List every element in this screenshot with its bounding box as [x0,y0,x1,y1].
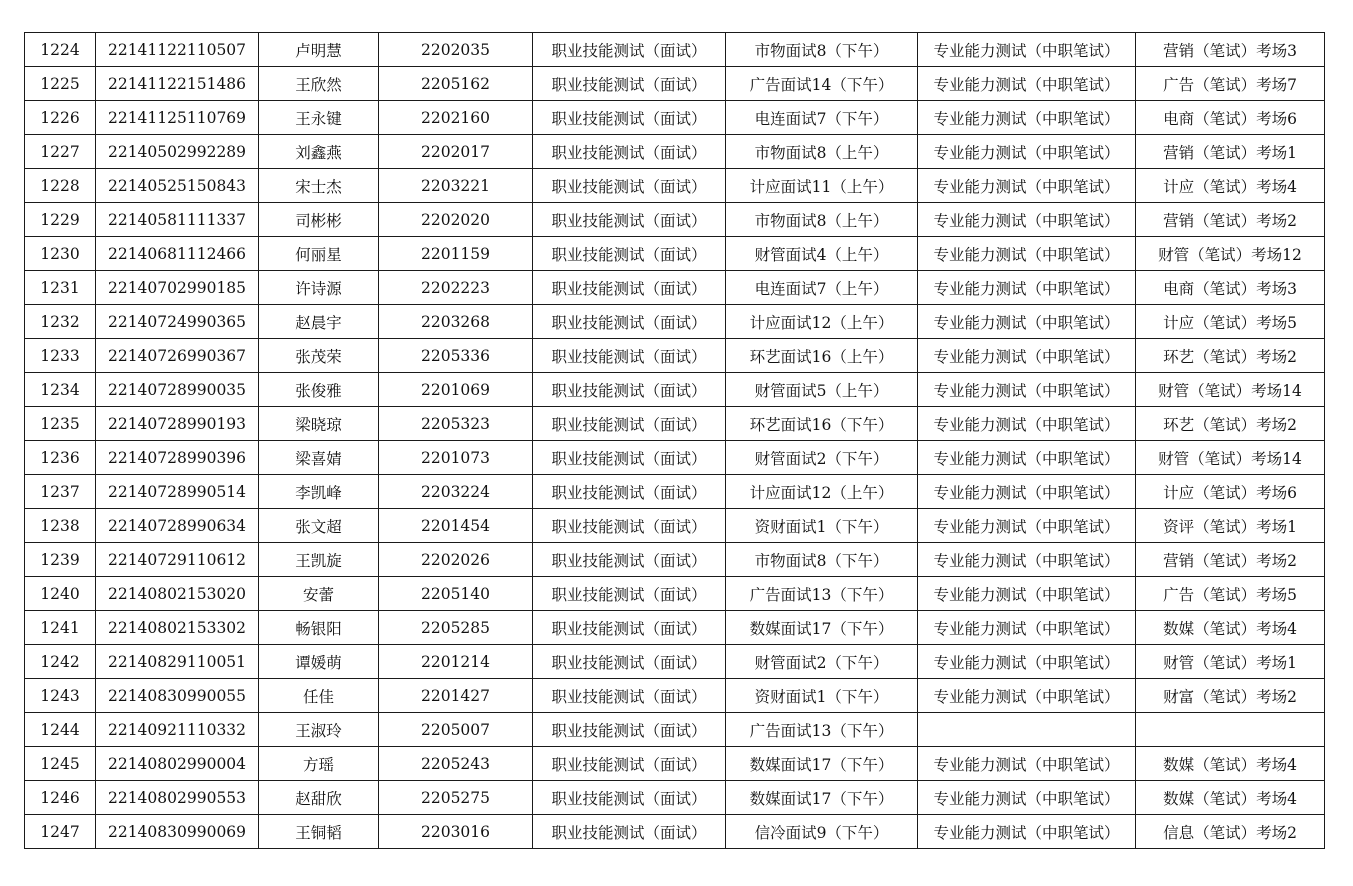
number-cell: 2205243 [379,747,533,781]
candidate-id-cell: 22140729110612 [96,543,259,577]
exam-room-cell: 财管（笔试）考场12 [1136,237,1325,271]
written-test-cell: 专业能力测试（中职笔试） [918,441,1136,475]
test-type-cell: 职业技能测试（面试） [533,441,726,475]
number-cell: 2201454 [379,509,533,543]
interview-room-cell: 环艺面试16（上午） [726,339,918,373]
number-cell: 2201159 [379,237,533,271]
table-row [25,441,1325,475]
table-row [25,407,1325,441]
written-test-cell: 专业能力测试（中职笔试） [918,407,1136,441]
table-row [25,815,1325,849]
number-cell: 2205162 [379,67,533,101]
table-row [25,679,1325,713]
table-row [25,237,1325,271]
interview-room-cell: 市物面试8（下午） [726,33,918,67]
name-cell: 方瑶 [259,747,379,781]
exam-room-cell: 计应（笔试）考场4 [1136,169,1325,203]
table-row [25,713,1325,747]
candidate-id-cell: 22140921110332 [96,713,259,747]
candidate-id-cell: 22140802153020 [96,577,259,611]
interview-room-cell: 财管面试2（下午） [726,645,918,679]
number-cell: 2201214 [379,645,533,679]
number-cell: 2205336 [379,339,533,373]
written-test-cell: 专业能力测试（中职笔试） [918,135,1136,169]
number-cell: 2201073 [379,441,533,475]
name-cell: 畅银阳 [259,611,379,645]
exam-room-cell: 营销（笔试）考场1 [1136,135,1325,169]
table-row [25,747,1325,781]
number-cell: 2205007 [379,713,533,747]
name-cell: 安蕾 [259,577,379,611]
candidate-id-cell: 22140728990634 [96,509,259,543]
table-row [25,33,1325,67]
candidate-id-cell: 22140724990365 [96,305,259,339]
candidate-id-cell: 22140726990367 [96,339,259,373]
interview-room-cell: 数媒面试17（下午） [726,781,918,815]
seq-cell: 1246 [25,781,96,815]
seq-cell: 1226 [25,101,96,135]
interview-room-cell: 广告面试14（下午） [726,67,918,101]
interview-room-cell: 财管面试5（上午） [726,373,918,407]
candidate-id-cell: 22140830990055 [96,679,259,713]
test-type-cell: 职业技能测试（面试） [533,305,726,339]
candidate-id-cell: 22140525150843 [96,169,259,203]
table-row [25,577,1325,611]
number-cell: 2205323 [379,407,533,441]
interview-room-cell: 财管面试2（下午） [726,441,918,475]
exam-room-cell: 财管（笔试）考场14 [1136,373,1325,407]
name-cell: 王永键 [259,101,379,135]
candidate-id-cell: 22140728990396 [96,441,259,475]
name-cell: 王淑玲 [259,713,379,747]
exam-room-cell [1136,713,1325,747]
written-test-cell: 专业能力测试（中职笔试） [918,169,1136,203]
test-type-cell: 职业技能测试（面试） [533,33,726,67]
exam-room-cell: 财管（笔试）考场1 [1136,645,1325,679]
exam-room-cell: 数媒（笔试）考场4 [1136,781,1325,815]
test-type-cell: 职业技能测试（面试） [533,611,726,645]
test-type-cell: 职业技能测试（面试） [533,475,726,509]
name-cell: 李凯峰 [259,475,379,509]
seq-cell: 1234 [25,373,96,407]
candidate-id-cell: 22140502992289 [96,135,259,169]
name-cell: 司彬彬 [259,203,379,237]
table-row [25,101,1325,135]
written-test-cell: 专业能力测试（中职笔试） [918,577,1136,611]
test-type-cell: 职业技能测试（面试） [533,577,726,611]
written-test-cell: 专业能力测试（中职笔试） [918,475,1136,509]
exam-room-cell: 数媒（笔试）考场4 [1136,611,1325,645]
table-row [25,339,1325,373]
test-type-cell: 职业技能测试（面试） [533,169,726,203]
name-cell: 梁晓琼 [259,407,379,441]
candidate-id-cell: 22140829110051 [96,645,259,679]
written-test-cell [918,713,1136,747]
seq-cell: 1247 [25,815,96,849]
name-cell: 王欣然 [259,67,379,101]
interview-room-cell: 数媒面试17（下午） [726,611,918,645]
test-type-cell: 职业技能测试（面试） [533,101,726,135]
number-cell: 2202223 [379,271,533,305]
written-test-cell: 专业能力测试（中职笔试） [918,679,1136,713]
candidate-id-cell: 22141122110507 [96,33,259,67]
interview-room-cell: 计应面试11（上午） [726,169,918,203]
test-type-cell: 职业技能测试（面试） [533,815,726,849]
exam-room-cell: 电商（笔试）考场3 [1136,271,1325,305]
written-test-cell: 专业能力测试（中职笔试） [918,305,1136,339]
table-row [25,543,1325,577]
name-cell: 王凯旋 [259,543,379,577]
interview-room-cell: 数媒面试17（下午） [726,747,918,781]
name-cell: 任佳 [259,679,379,713]
seq-cell: 1242 [25,645,96,679]
candidate-id-cell: 22140830990069 [96,815,259,849]
number-cell: 2205285 [379,611,533,645]
exam-room-cell: 计应（笔试）考场6 [1136,475,1325,509]
seq-cell: 1235 [25,407,96,441]
candidate-id-cell: 22140802990553 [96,781,259,815]
candidate-id-cell: 22140702990185 [96,271,259,305]
test-type-cell: 职业技能测试（面试） [533,509,726,543]
written-test-cell: 专业能力测试（中职笔试） [918,271,1136,305]
test-type-cell: 职业技能测试（面试） [533,713,726,747]
name-cell: 王铜韬 [259,815,379,849]
exam-room-cell: 资评（笔试）考场1 [1136,509,1325,543]
number-cell: 2203224 [379,475,533,509]
table-row [25,509,1325,543]
table-row [25,781,1325,815]
seq-cell: 1229 [25,203,96,237]
number-cell: 2201427 [379,679,533,713]
written-test-cell: 专业能力测试（中职笔试） [918,509,1136,543]
seq-cell: 1230 [25,237,96,271]
test-type-cell: 职业技能测试（面试） [533,203,726,237]
seq-cell: 1240 [25,577,96,611]
exam-room-cell: 数媒（笔试）考场4 [1136,747,1325,781]
number-cell: 2203268 [379,305,533,339]
interview-room-cell: 市物面试8（下午） [726,543,918,577]
test-type-cell: 职业技能测试（面试） [533,781,726,815]
candidate-id-cell: 22140728990035 [96,373,259,407]
written-test-cell: 专业能力测试（中职笔试） [918,203,1136,237]
seq-cell: 1241 [25,611,96,645]
written-test-cell: 专业能力测试（中职笔试） [918,781,1136,815]
number-cell: 2202160 [379,101,533,135]
name-cell: 梁喜婧 [259,441,379,475]
table-row [25,373,1325,407]
number-cell: 2205140 [379,577,533,611]
exam-room-cell: 营销（笔试）考场2 [1136,543,1325,577]
number-cell: 2202017 [379,135,533,169]
seq-cell: 1225 [25,67,96,101]
seq-cell: 1239 [25,543,96,577]
name-cell: 赵甜欣 [259,781,379,815]
exam-room-cell: 营销（笔试）考场2 [1136,203,1325,237]
written-test-cell: 专业能力测试（中职笔试） [918,645,1136,679]
seq-cell: 1243 [25,679,96,713]
test-type-cell: 职业技能测试（面试） [533,373,726,407]
seq-cell: 1236 [25,441,96,475]
number-cell: 2201069 [379,373,533,407]
number-cell: 2202035 [379,33,533,67]
seq-cell: 1228 [25,169,96,203]
test-type-cell: 职业技能测试（面试） [533,271,726,305]
interview-room-cell: 财管面试4（上午） [726,237,918,271]
test-type-cell: 职业技能测试（面试） [533,67,726,101]
name-cell: 宋士杰 [259,169,379,203]
interview-room-cell: 资财面试1（下午） [726,679,918,713]
seq-cell: 1232 [25,305,96,339]
number-cell: 2203016 [379,815,533,849]
interview-room-cell: 计应面试12（上午） [726,305,918,339]
seq-cell: 1233 [25,339,96,373]
test-type-cell: 职业技能测试（面试） [533,543,726,577]
test-type-cell: 职业技能测试（面试） [533,645,726,679]
interview-room-cell: 电连面试7（下午） [726,101,918,135]
number-cell: 2202020 [379,203,533,237]
seq-cell: 1231 [25,271,96,305]
written-test-cell: 专业能力测试（中职笔试） [918,747,1136,781]
interview-room-cell: 广告面试13（下午） [726,713,918,747]
name-cell: 谭媛萌 [259,645,379,679]
exam-room-cell: 计应（笔试）考场5 [1136,305,1325,339]
name-cell: 张俊雅 [259,373,379,407]
table-row [25,611,1325,645]
table-row [25,67,1325,101]
exam-room-cell: 广告（笔试）考场5 [1136,577,1325,611]
exam-room-cell: 财富（笔试）考场2 [1136,679,1325,713]
interview-room-cell: 信冷面试9（下午） [726,815,918,849]
exam-room-cell: 环艺（笔试）考场2 [1136,407,1325,441]
name-cell: 张文超 [259,509,379,543]
written-test-cell: 专业能力测试（中职笔试） [918,815,1136,849]
written-test-cell: 专业能力测试（中职笔试） [918,33,1136,67]
exam-room-cell: 环艺（笔试）考场2 [1136,339,1325,373]
test-type-cell: 职业技能测试（面试） [533,407,726,441]
test-type-cell: 职业技能测试（面试） [533,135,726,169]
interview-room-cell: 计应面试12（上午） [726,475,918,509]
candidate-id-cell: 22141122151486 [96,67,259,101]
test-type-cell: 职业技能测试（面试） [533,237,726,271]
table-row [25,135,1325,169]
name-cell: 张茂荣 [259,339,379,373]
test-type-cell: 职业技能测试（面试） [533,747,726,781]
exam-roster-table [24,32,1325,849]
number-cell: 2203221 [379,169,533,203]
seq-cell: 1227 [25,135,96,169]
name-cell: 何丽星 [259,237,379,271]
table-row [25,169,1325,203]
interview-room-cell: 广告面试13（下午） [726,577,918,611]
written-test-cell: 专业能力测试（中职笔试） [918,611,1136,645]
seq-cell: 1245 [25,747,96,781]
candidate-id-cell: 22141125110769 [96,101,259,135]
candidate-id-cell: 22140802990004 [96,747,259,781]
seq-cell: 1238 [25,509,96,543]
number-cell: 2202026 [379,543,533,577]
name-cell: 赵晨宇 [259,305,379,339]
roster-body [25,33,1325,849]
interview-room-cell: 市物面试8（上午） [726,135,918,169]
written-test-cell: 专业能力测试（中职笔试） [918,67,1136,101]
candidate-id-cell: 22140728990514 [96,475,259,509]
test-type-cell: 职业技能测试（面试） [533,339,726,373]
name-cell: 刘鑫燕 [259,135,379,169]
exam-room-cell: 电商（笔试）考场6 [1136,101,1325,135]
candidate-id-cell: 22140581111337 [96,203,259,237]
interview-room-cell: 电连面试7（上午） [726,271,918,305]
written-test-cell: 专业能力测试（中职笔试） [918,237,1136,271]
test-type-cell: 职业技能测试（面试） [533,679,726,713]
interview-room-cell: 资财面试1（下午） [726,509,918,543]
name-cell: 卢明慧 [259,33,379,67]
written-test-cell: 专业能力测试（中职笔试） [918,373,1136,407]
number-cell: 2205275 [379,781,533,815]
exam-room-cell: 广告（笔试）考场7 [1136,67,1325,101]
table-row [25,271,1325,305]
written-test-cell: 专业能力测试（中职笔试） [918,101,1136,135]
table-row [25,475,1325,509]
seq-cell: 1224 [25,33,96,67]
candidate-id-cell: 22140681112466 [96,237,259,271]
interview-room-cell: 环艺面试16（下午） [726,407,918,441]
candidate-id-cell: 22140802153302 [96,611,259,645]
interview-room-cell: 市物面试8（上午） [726,203,918,237]
exam-room-cell: 财管（笔试）考场14 [1136,441,1325,475]
table-row [25,203,1325,237]
table-row [25,305,1325,339]
written-test-cell: 专业能力测试（中职笔试） [918,339,1136,373]
seq-cell: 1244 [25,713,96,747]
seq-cell: 1237 [25,475,96,509]
written-test-cell: 专业能力测试（中职笔试） [918,543,1136,577]
candidate-id-cell: 22140728990193 [96,407,259,441]
table-row [25,645,1325,679]
name-cell: 许诗源 [259,271,379,305]
exam-room-cell: 营销（笔试）考场3 [1136,33,1325,67]
exam-room-cell: 信息（笔试）考场2 [1136,815,1325,849]
